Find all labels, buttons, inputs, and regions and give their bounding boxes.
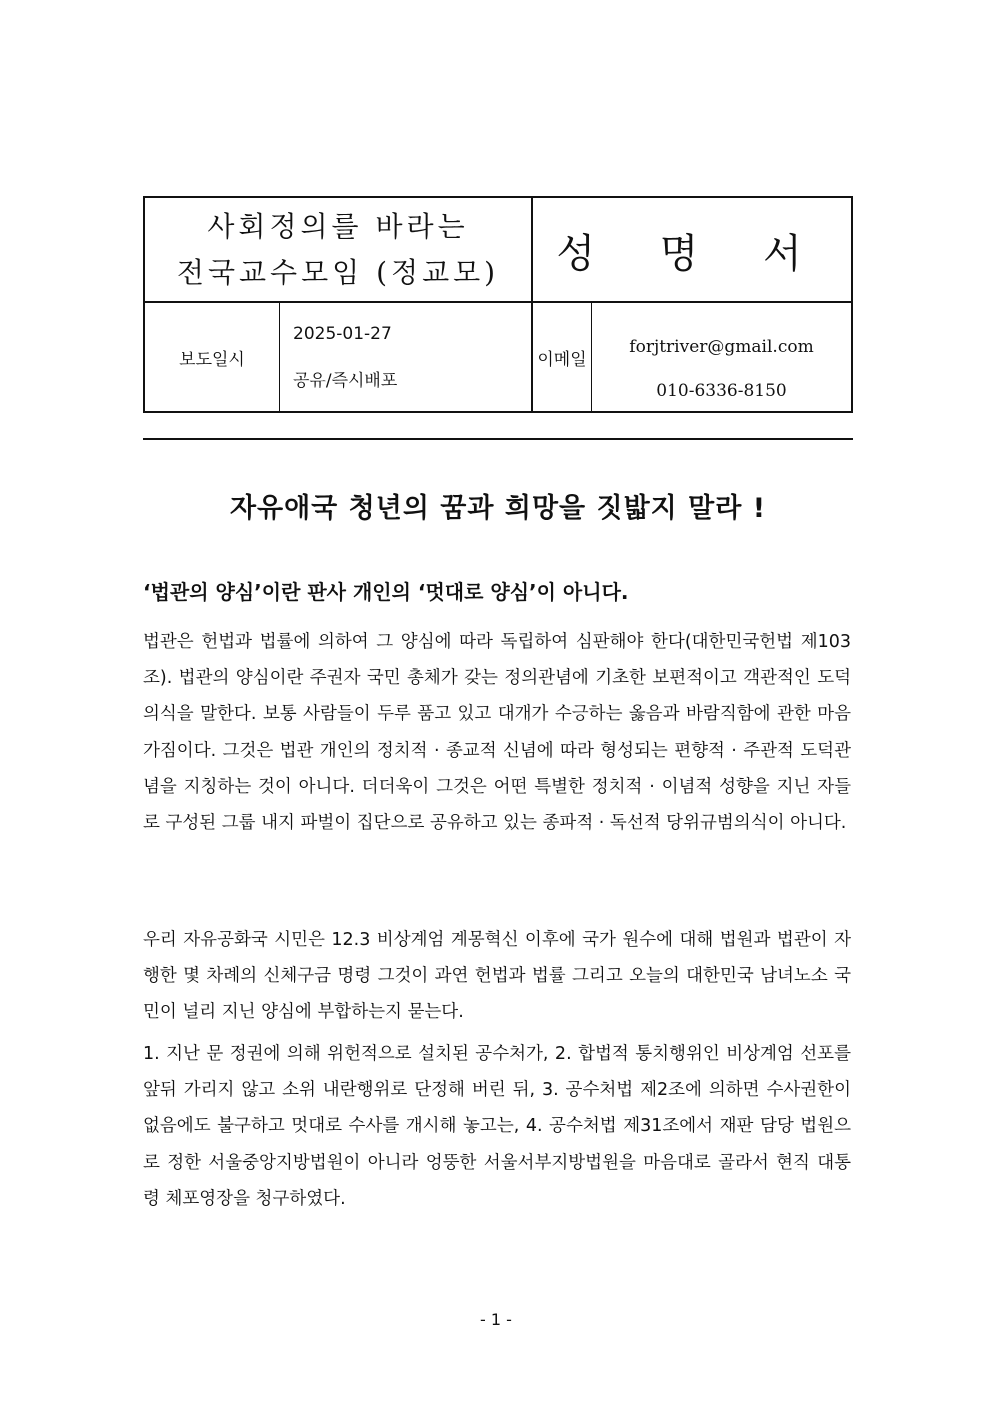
organization-name [145,198,531,302]
header-table [143,196,853,413]
release-date: 2025-01-27 [293,324,392,344]
paragraph-1: 법관은 헌법과 법률에 의하여 그 양심에 따라 독립하여 심판해야 한다(대한민국헌법 제103조). 법관의 양심이란 주권자 국민 총체가 갖는 정의관념에 기초한 보편적이고 객관적인 도덕의식을 말한다. 보통 사람들이 두루 품고 있고 대개가 수긍하는 옳음과 바람직함에 관한 마음가짐이다. 그것은 법관 개인의 정치적 · 종교적 신념에 따라 형성되는 편향적 · 주관적 도덕관념을 지칭하는 것이 아니다. 더더욱이 그것은 어떤 특별한 정치적 · 이념적 성향을 지닌 자들로 구성된 그룹 내지 파벌이 집단으로 공유하고 있는 종파적 · 독선적 당위규범의식이 아니다. [143,632,851,834]
phone-number: 010-6336-8150 [656,381,787,401]
email-address[interactable]: forjtriver@gmail.com [629,337,814,357]
paragraph-2: 우리 자유공화국 시민은 12.3 비상계엄 계몽혁신 이후에 국가 원수에 대해 법원과 법관이 자행한 몇 차례의 신체구금 명령 그것이 과연 헌법과 법률 그리고 오늘의 대한민국 남녀노소 국민이 널리 지닌 양심에 부합하는지 묻는다. [143,930,851,1023]
document-type-title: 성 명 서 [556,230,828,277]
paragraph-3: 1. 지난 문 정권에 의해 위헌적으로 설치된 공수처가, 2. 합법적 통치행위인 비상계엄 선포를 앞뒤 가리지 않고 소위 내란행위로 단정해 버린 뒤, 3. 공수처법 제2조에 의하면 수사권한이 없음에도 불구하고 멋대로 수사를 개시해 놓고는, 4. 공수처법 제31조에서 재판 담당 법원으로 정한 서울중앙지방법원이 아니라 엉뚱한 서울서부지방법원을 마음대로 골라서 현직 대통령 체포영장을 청구하였다. [143,1044,851,1209]
separator-line [143,438,853,440]
page-number: - 1 - [480,1310,512,1329]
release-label: 보도일시 [179,349,245,370]
email-label: 이메일 [537,349,587,370]
divider-vertical-left [279,302,280,411]
organization-line-2: 전국교수모임 (정교모) [176,256,500,289]
section-heading: ‘법관의 양심’이란 판사 개인의 ‘멋대로 양심’이 아니다. [143,580,629,604]
release-mode: 공유/즉시배포 [293,370,398,391]
statement-title: 자유애국 청년의 꿈과 희망을 짓밟지 말라 ! [229,493,767,524]
organization-line-1: 사회정의를 바라는 [207,210,469,243]
